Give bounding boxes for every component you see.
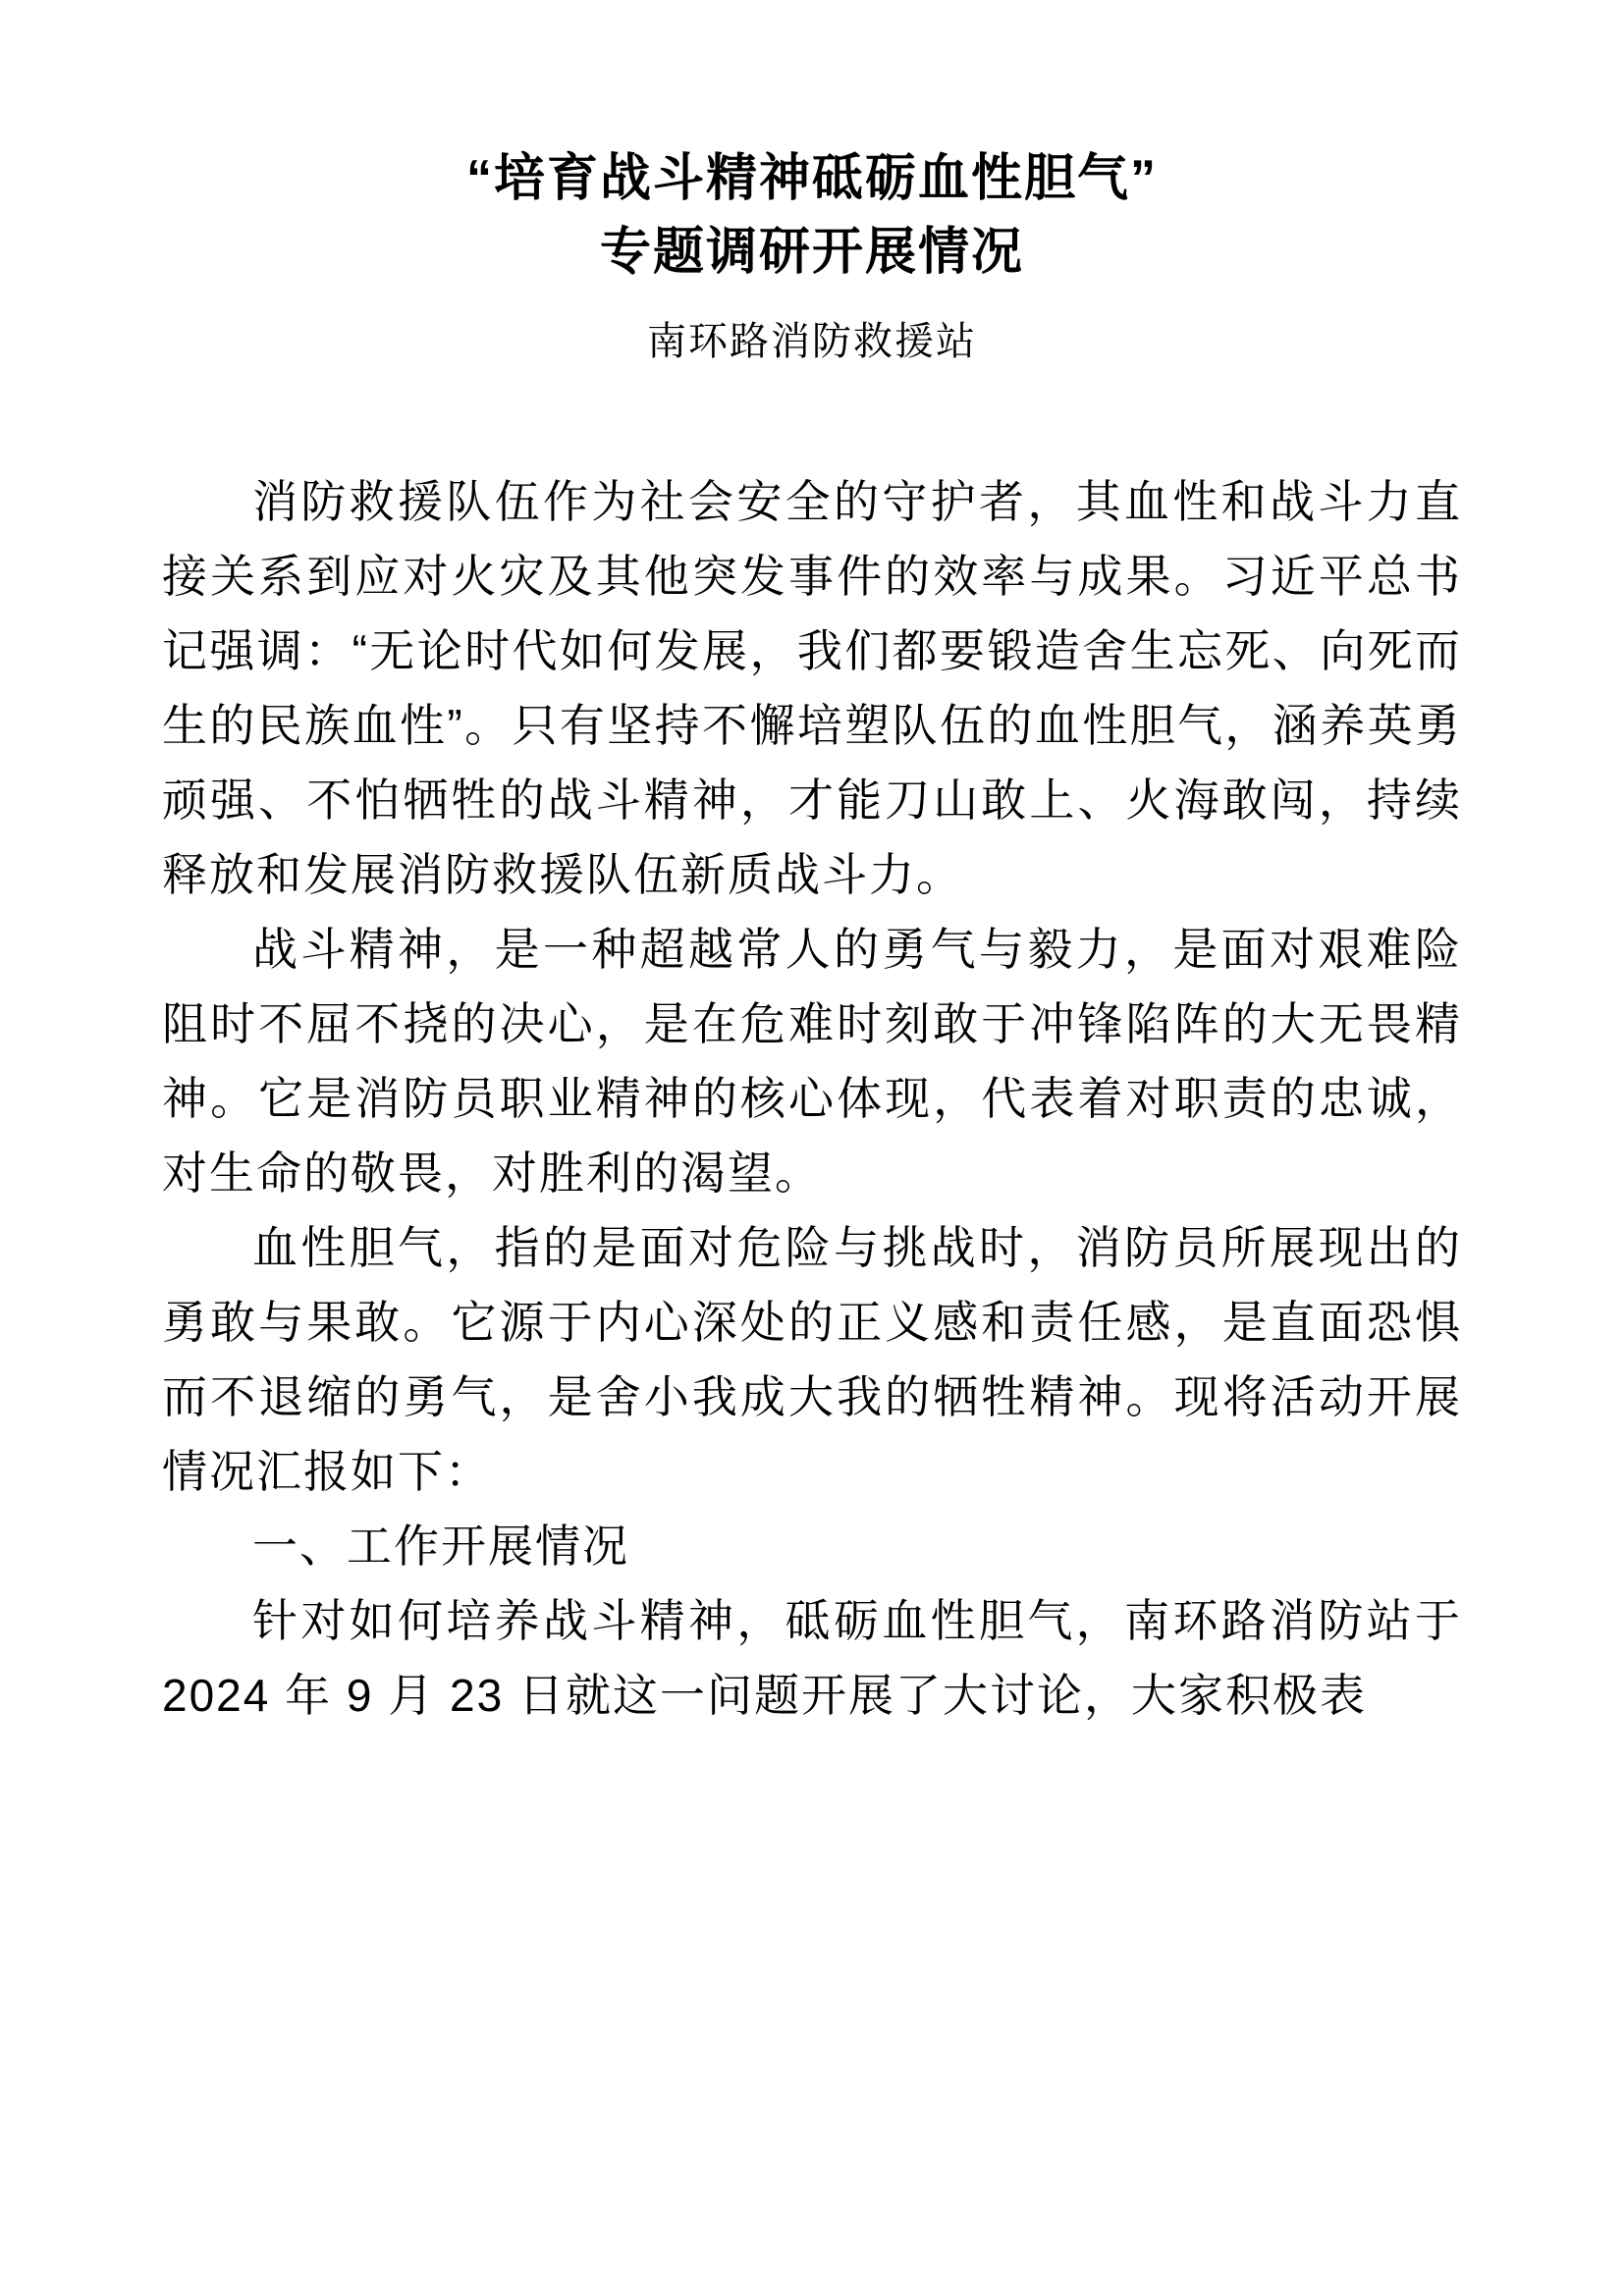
section-heading-1: 一、工作开展情况: [252, 1520, 629, 1572]
paragraph-2: 战斗精神，是一种超越常人的勇气与毅力，是面对艰难险阻时不屈不挠的决心，是在危难时刻敢于冲锋陷阵的大无畏精神。它是消防员职业精神的核心体现，代表着对职责的忠诚，对生命的敬畏，对胜利的渴望。: [162, 923, 1462, 1199]
paragraph-1: 消防救援队伍作为社会安全的守护者，其血性和战斗力直接关系到应对火灾及其他突发事件的效率与成果。习近平总书记强调：“无论时代如何发展，我们都要锻造舍生忘死、向死而生的民族血性”。只有坚持不懈培塑队伍的血性胆气，涵养英勇顽强、不怕牺牲的战斗精神，才能刀山敢上、火海敢闯，持续释放和发展消防救援队伍新质战斗力。: [162, 475, 1462, 900]
document-subtitle: 南环路消防救援站: [647, 319, 977, 363]
title-line-2: 专题调研开展情况: [599, 224, 1024, 282]
document-title: [162, 142, 1462, 291]
title-line-1: “培育战斗精神砥砺血性胆气”: [465, 150, 1158, 207]
paragraph-3: 血性胆气，指的是面对危险与挑战时，消防员所展现出的勇敢与果敢。它源于内心深处的正义感和责任感，是直面恐惧而不退缩的勇气，是舍小我成大我的牺牲精神。现将活动开展情况汇报如下：: [162, 1221, 1462, 1497]
paragraph-4: 针对如何培养战斗精神，砥砺血性胆气，南环路消防站于 2024 年 9 月 23 日就这一问题开展了大讨论，大家积极表: [162, 1594, 1462, 1721]
document-body: [162, 464, 1462, 1733]
